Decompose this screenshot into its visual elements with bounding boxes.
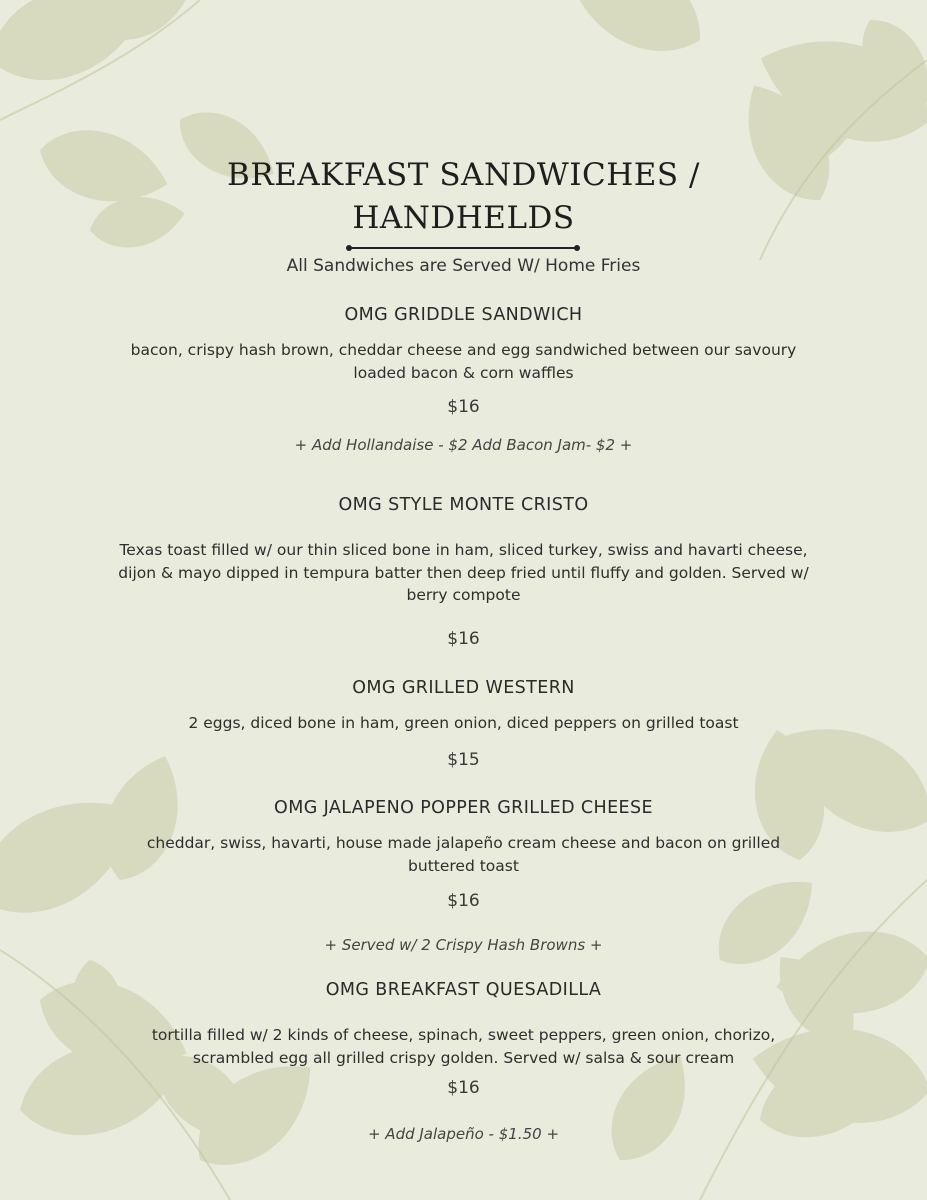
item-name-jalapeno-popper-grilled-cheese: OMG JALAPENO POPPER GRILLED CHEESE: [274, 798, 653, 818]
item-name-grilled-western: OMG GRILLED WESTERN: [352, 678, 575, 698]
item-addon-griddle-sandwich: + Add Hollandaise - $2 Add Bacon Jam- $2 +: [294, 436, 633, 454]
menu-subtitle: All Sandwiches are Served W/ Home Fries: [286, 256, 641, 276]
item-description-text: bacon, crispy hash brown, cheddar cheese and egg sandwiched between our savoury loaded bacon & corn waffles: [130, 341, 797, 382]
item-price-grilled-western: $15: [447, 750, 480, 770]
item-description-grilled-western: [0, 712, 927, 735]
divider-dot-right: [574, 245, 580, 251]
item-price-griddle-sandwich: $16: [447, 397, 480, 417]
item-description-griddle-sandwich: [0, 339, 927, 384]
divider-line: [349, 247, 577, 249]
menu-title-line-1: BREAKFAST SANDWICHES /: [227, 157, 700, 193]
item-description-text: Texas toast filled w/ our thin sliced bone in ham, sliced turkey, swiss and havarti cheese, dijon & mayo dipped in tempura batter then deep fried until fluffy and golden. Served w/ berry compote: [118, 541, 809, 604]
menu-title-line-2: HANDHELDS: [352, 200, 575, 236]
title-divider: [346, 245, 580, 251]
item-description-text: tortilla filled w/ 2 kinds of cheese, spinach, sweet peppers, green onion, chorizo, scrambled egg all grilled crispy golden. Served w/ salsa & sour cream: [151, 1026, 776, 1067]
item-name-monte-cristo: OMG STYLE MONTE CRISTO: [338, 495, 589, 515]
item-description-monte-cristo: [0, 539, 927, 607]
item-name-griddle-sandwich: OMG GRIDDLE SANDWICH: [344, 305, 583, 325]
divider-dot-left: [346, 245, 352, 251]
item-addon-breakfast-quesadilla: + Add Jalapeño - $1.50 +: [367, 1125, 560, 1143]
item-name-breakfast-quesadilla: OMG BREAKFAST QUESADILLA: [325, 980, 602, 1000]
item-description-text: 2 eggs, diced bone in ham, green onion, diced peppers on grilled toast: [188, 714, 739, 732]
item-price-monte-cristo: $16: [447, 629, 480, 649]
item-description-breakfast-quesadilla: [0, 1024, 927, 1069]
item-price-jalapeno-popper-grilled-cheese: $16: [447, 891, 480, 911]
item-description-jalapeno-popper-grilled-cheese: [0, 832, 927, 877]
item-price-breakfast-quesadilla: $16: [447, 1078, 480, 1098]
item-description-text: cheddar, swiss, havarti, house made jalapeño cream cheese and bacon on grilled buttered toast: [146, 834, 781, 875]
item-addon-jalapeno-popper-grilled-cheese: + Served w/ 2 Crispy Hash Browns +: [324, 936, 603, 954]
